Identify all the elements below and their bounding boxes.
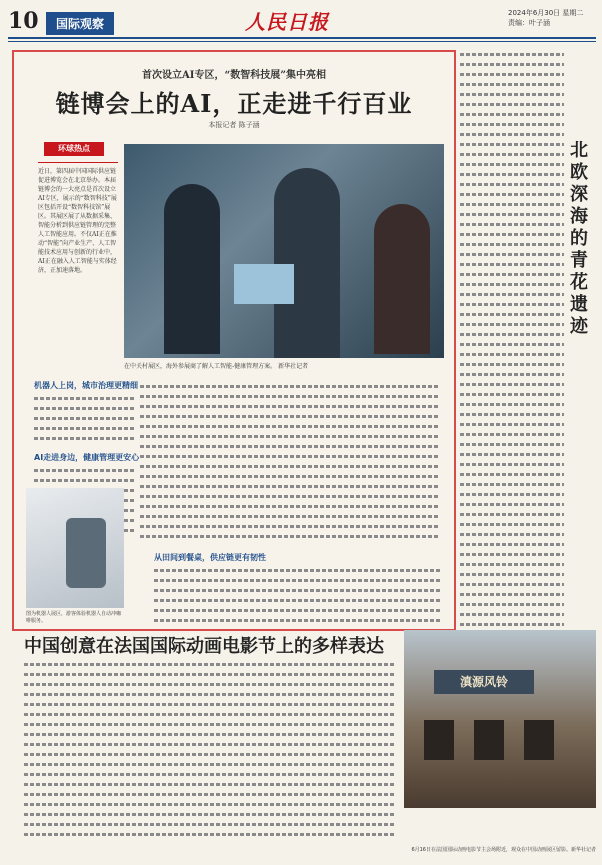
feature-photo	[124, 144, 444, 358]
photo-person	[274, 168, 340, 358]
sidebar-vertical-title: 北欧深海的青花遗迹	[570, 140, 588, 337]
subhead-3: 从田间到餐桌，供应链更有韧性	[154, 553, 266, 562]
page-header	[0, 0, 602, 40]
shop-sign: 滇源风铃	[434, 670, 534, 694]
bottom-headline: 中国创意在法国国际动画电影节上的多样表达	[24, 636, 384, 657]
feature-article	[12, 50, 456, 631]
body-text-block	[34, 394, 134, 446]
header-rule-thin	[8, 41, 596, 42]
feature-tag: 环球热点	[44, 142, 104, 156]
page-number: 10	[8, 8, 39, 34]
newspaper-logo: 人民日报	[245, 10, 329, 34]
header-rule	[8, 37, 596, 39]
feature-kicker: 首次设立AI专区，“数智科技展”集中亮相	[142, 70, 326, 81]
robot-arm	[66, 518, 106, 588]
photo-window	[424, 720, 454, 760]
sidebar-article-text	[460, 50, 564, 627]
section-label: 国际观察	[46, 12, 114, 35]
photo-window	[524, 720, 554, 760]
photo-person	[374, 204, 430, 354]
photo-caption: 在中关村展区，海外参展商了解人工智能-健康管理方案。 新华社记者	[124, 363, 309, 370]
bottom-body-text	[24, 660, 396, 840]
robot-photo	[26, 488, 124, 608]
header-meta	[508, 8, 583, 28]
photo-screen	[234, 264, 294, 304]
date-line: 2024年6月30日 星期二	[508, 9, 584, 17]
photo-window	[474, 720, 504, 760]
feature-headline: 链博会上的AI，正走进千行百业	[55, 89, 413, 118]
editor-line: 责编：叶子涵	[508, 19, 550, 27]
bottom-photo-caption: 6月16日在法国国际动画电影节主会场附近，观众在中国动画展区留影。新华社记者	[411, 847, 596, 853]
bottom-photo	[404, 630, 596, 808]
body-text-block	[154, 566, 440, 624]
subhead-2: AI走进身边，健康管理更安心	[34, 453, 140, 462]
subhead-1: 机器人上岗，城市治理更精细	[34, 381, 138, 390]
photo-person	[164, 184, 220, 354]
feature-byline: 本报记者 陈子涵	[208, 121, 260, 129]
body-text-block	[140, 382, 440, 542]
editorial-note: 近日，第四届中国国际供应链促进博览会在北京举办。本届链博会的一大亮点是首次设立AI专区，展示的“数智科技”展区包括开设“数智科技馆”展区。其展区展了从数据采集、智能分析到供应链管理的完整人工智能应用。不仅AI正在推动“智能”向产业生产、人工智能技术应用与创新的行业中，AI正在融入人工智能与实体经济，正加速落地。	[38, 162, 118, 275]
robot-photo-caption: 图为机器人展区，游客体验机器人自动冲咖啡服务。	[26, 611, 122, 624]
